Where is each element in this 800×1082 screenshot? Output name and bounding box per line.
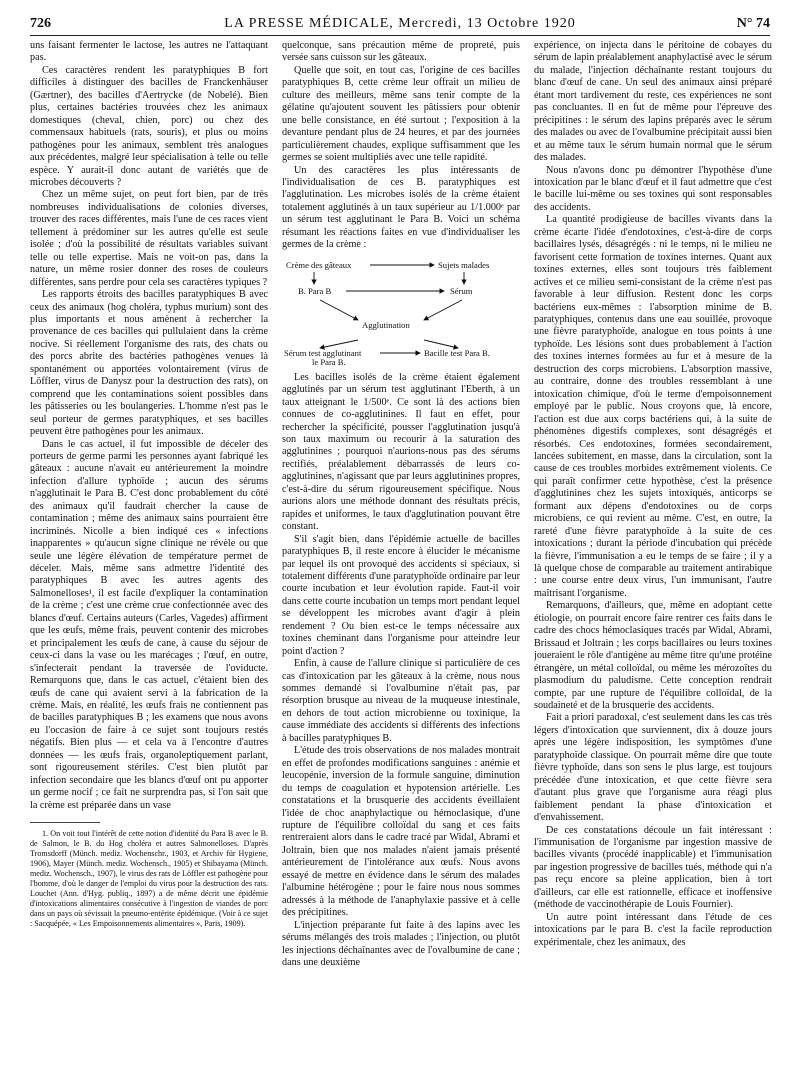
paragraph: De ces constatations découle un fait intéressant : l'immunisation de l'organisme par ingestion massive de bacilles vivants (procédé inapplicable) et l'immunisation par ingestion progressive de bacilles tués, méthode qui n'a pas reçu encore sa pleine application, bien à tort d'ailleurs, car elle est rationnelle, efficace et inoffensive (méthode de vaccinothérapie de Louis Fournier).: [534, 824, 772, 911]
paragraph: Dans le cas actuel, il fut impossible de déceler des porteurs de germe parmi les personnes ayant fabriqué les gâteaux : aucune n'avait eu antérieurement la moindre infection d'allure typhoïde ; aucun des sérums n'agglutinait le Para B. C'est donc probablement du côté des animaux qu'il faudrait chercher la cause de contamination ; même des animaux sains pourraient être incriminés. Nicolle a bien indiqué ces « infections inapparentes » qu'aucun signe clinique ne révèle ou que seule une légère élévation de température permet de déceler. Mais, même sans admettre l'identité des paratyphiques B avec les autres agents des Salmonelloses¹, il est facile d'expliquer la contamination de la crème ; c'est une crème crue confectionnée avec des blancs d'œuf. Certains auteurs (Carles, Vagedes) affirment que les œufs, même frais, peuvent contenir des microbes et principalement les œufs de cane, à cause du séjour de ceux-ci dans la vase ou les marécages ; l'œuf, en outre, s'infecterait pendant la traversée de l'oviducte. Remarquons que, dans le cas actuel, c'étaient bien des œufs de cane qui avaient servi à la fabrication de la crème. Mais, en réalité, les œufs frais ne contiennent pas de bacilles paratyphiques B ; les examens que nous avons eu l'occasion de faire à ce sujet sont toujours restés négatifs. Bien plus — et cela va à l'encontre d'autres données — les œufs frais, organoleptiquement parlant, sont rigoureusement stériles. C'est bien plutôt par infection secondaire que les blancs d'œuf ont pu apporter un germe nocif ; ce fait ne surprendra pas, si l'on sait que la crème est préparée dans un vase: [30, 438, 268, 811]
diagram-para-b-label: B. Para B: [298, 285, 332, 296]
paragraph: Les bacilles isolés de la crème étaient également agglutinés par un sérum test agglutinant l'Eberth, à un taux atteignant le 1/500ᵉ. Ce sont là des actions bien connues de co-agglutinines. Il faut en effet, pour rechercher la spécificité, pousser l'agglutination jusqu'à son taux maximum ou recourir à la saturation des agglutinines ; pourquoi n'aurions-nous pas des sérums rectifiés, préalablement débarrassés de leurs co-agglutinines, n'agissant que par leurs agglutinines propres, c'est-à-dire du sérum rigoureusement spécifique. Nous aurions alors une méthode donnant des résultats précis, rapides et uniformes, le taux d'agglutination pouvant être constant.: [282, 371, 520, 533]
page-header: [30, 16, 770, 32]
diagram-patients-label: Sujets malades: [438, 259, 490, 270]
paragraph: Un des caractères les plus intéressants de l'individualisation de ces B. paratyphiques est l'agglutination. Les microbes isolés de la crème étaient totalement agglutinés à un taux supérieur au 1/1.000ᵉ par un sérum test agglutinant le Para B. Voici un schéma résumant les réactions faites en vue d'individualiser les germes de la crème :: [282, 164, 520, 251]
diagram-cream-label: Crème des gâteaux: [286, 259, 352, 270]
header-rule: [30, 35, 770, 36]
journal-title: LA PRESSE MÉDICALE, Mercredi, 13 Octobre 1920: [224, 16, 576, 31]
paragraph: S'il s'agit bien, dans l'épidémie actuelle de bacilles paratyphiques B, il reste encore à élucider le mécanisme par lequel ils ont provoqué des accidents si spéciaux, si totalement différents d'une paratyphoïde ordinaire par leur courte incubation et leur évolution rapide. Faut-il voir dans cette courte incubation un temps mort pendant lequel se développent les microbes avant d'agir à plein rendement ? Ou bien est-ce le temps nécessaire aux toxines cheminant dans l'organisme pour atteindre leur point d'action ?: [282, 533, 520, 657]
agglutination-diagram: [284, 258, 518, 366]
paragraph: L'injection préparante fut faite à des lapins avec les sérums mélangés des trois malades ; l'injection, ou plutôt les injections déchaînantes avec de l'ovalbumine de cane ; dans une deuxième: [282, 919, 520, 968]
diagram-arrow: [320, 340, 358, 348]
paragraph: La quantité prodigieuse de bacilles vivants dans la crème écarte l'idée d'endotoxines, c'est-à-dire de corps bacillaires lysés, désagrégés : ni le temps, ni le milieu ne favorisent cette formation de toxines internes. Quant aux toxines externes, elles sont toujours très faiblement actives et ce milieu semi-consistant de la crème n'est pas favorable à leur diffusion. Restent donc les corps bactériens eux-mêmes : l'absorption minime de B. paratyphiques, contenus dans une eau souillée, provoque une fièvre paratyphoïde, analogue en tous points à une typhoïde. Les lésions sont dues probablement à l'action des toxines internes formées au fur et à mesure de la destruction des corps microbiens. L'absorption massive, au contraire, donne des troubles ressemblant à une intoxication chimique, d'où le terme d'empoisonnement employé par le public. Nous croyons que, là encore, l'action est due aux corps bactériens qui, à la suite de phénomènes digestifs complexes, sont désagrégés et résorbés. Ces endotoxines, formées secondairement, lancées subitement, en masse, dans la circulation, sont la cause de ces troubles morbides extrêmement violents. Ce qui paraît confirmer cette hypothèse, c'est la présence d'agglutinines chez les sujets intoxiqués, anticorps se formant aux dépens d'endotoxines ou de corps microbiens, ce qui revient au même. C'est, en outre, la rareté d'une fièvre paratyphoïde à la suite de ces intoxications ; durant la période d'incubation qui précède la fièvre, l'immunisation a eu le temps de se faire ; il y a là quelque chose de comparable au traitement antirabique : une course entre deux virus, l'un immunisant, l'autre maîtrisant l'organisme.: [534, 214, 772, 599]
paragraph: Fait a priori paradoxal, c'est seulement dans les cas très légers d'intoxication que surviennent, dix à douze jours après une légère indisposition, les symptômes d'une paratyphoïde classique. On pourrait même dire que toute fièvre typhoïde, dans son sens le plus large, est toujours précédée d'une intoxication, et que cette fièvre sera d'autant plus grave que l'organisme aura réagi plus faiblement pendant la phase d'intoxication et d'envahissement.: [534, 712, 772, 824]
diagram-test-bacillus-label: Bacille test Para B.: [424, 347, 490, 358]
diagram-agglutination-label: Agglutination: [362, 319, 410, 330]
column-2: [282, 40, 520, 1072]
paragraph: Un autre point intéressant dans l'étude de ces intoxications par le para B. c'est la facile reproduction expérimentale, chez les animaux, des: [534, 911, 772, 948]
diagram-arrow: [320, 300, 358, 320]
paragraph: L'étude des trois observations de nos malades montrait en effet de profondes modifications sanguines : anémie et leucopénie, inversion de la formule sanguine, diminution du temps de coagulation et hypotension artérielle. Les constatations et la brusquerie des accidents éveillaient l'idée de choc anaphylactique ou hémoclasique, d'une rupture de l'équilibre colloïdal du sang et ces faits rentreraient alors dans le cadre tracé par Widal, Abrami et Joltrain, bien que nos malades n'aient jamais présenté antérieurement de l'intolérance aux œufs. Nous avons essayé de mettre en évidence dans le sérum des malades l'albumine hétérogène ; pour le faire nous nous sommes adressés à la méthode de l'anaphylaxie passive et à celle des précipitines.: [282, 745, 520, 919]
paragraph: uns faisant fermenter le lactose, les autres ne l'attaquant pas.: [30, 40, 268, 64]
diagram-test-serum-label-line2: le Para B.: [312, 356, 346, 366]
paragraph: expérience, on injecta dans le péritoine de cobayes du sérum de lapin préalablement anaphylactisé avec le sérum du malade, l'injection déchaînante restant toujours du blanc d'œuf de cane. Un seul des animaux ainsi préparé étant mort tardivement du reste, ces expériences ne sont pas concluantes. Il en fut de même pour l'épreuve des précipitines : le sérum des lapins préparés avec le sérum des malades ou avec de l'ovalbumine précipitait aussi bien et au même taux le sérum humain normal que le sérum des malades.: [534, 40, 772, 164]
issue-number: N° 74: [736, 16, 770, 31]
paragraph: Chez un même sujet, on peut fort bien, par de très nombreuses individualisations de colonies diverses, trouver des races différentes, mais l'une de ces races vient tellement à prédominer sur les autres qu'elle est seule isolée ; d'où la possibilité de résultats variables suivant telle ou telle expertise. Mais ne voit-on pas, dans la nature, un même rosier donner des roses de couleurs différentes, sans perdre pour cela ses caractères typiques ?: [30, 189, 268, 288]
column-1: [30, 40, 268, 1072]
paragraph: quelconque, sans précaution même de propreté, puis versée sans cuisson sur les gâteaux.: [282, 40, 520, 64]
footnote-rule: [30, 822, 100, 823]
diagram-arrow: [424, 300, 462, 320]
diagram-arrow: [424, 340, 458, 348]
paragraph: Remarquons, d'ailleurs, que, même en adoptant cette étiologie, on pourrait encore faire rentrer ces faits dans le cadre des chocs hémoclasiques tracés par Widal, Abrami, Brissaud et Joltrain ; les corps bacillaires ou leurs toxines joueraient le rôle d'antigène au même titre qu'une protéine étrangère, un métal colloïdal, ou même les mérozoïtes du plasmodium du paludisme. Cette conception rendrait compte, par une rupture de l'équilibre colloïdal, de la soudaineté et de la brusquerie des accidents.: [534, 600, 772, 712]
diagram-test-serum-label: Sérum test agglutinant: [284, 347, 362, 358]
paragraph: Ces caractères rendent les paratyphiques B fort difficiles à distinguer des bacilles de Franckenhäuser (Gærtner), des bacilles d'Aertrycke (de Nobelé). Bien plus, certaines bactéries trouvées chez les animaux domestiques (cheval, chien, porc) ou chez des commensaux habituels (rats, souris), et plus ou moins pathogènes pour les animaux, semblent très analogues aux précédentes, malgré leur spécialisation à telle ou telle espèce. Y aurait-il donc autant de variétés que de microbes découverts ?: [30, 64, 268, 188]
paragraph: Les rapports étroits des bacilles paratyphiques B avec ceux des animaux (hog choléra, typhus murium) sont des plus importants et nous amènent à rechercher la provenance de ces bacilles qui pullulaient dans la crème nocive. Si réellement l'organisme des rats, des chats ou des porcs abrite des bactéries pathogènes venues là spontanément ou apportées volontairement (virus de Löffler, virus de Danysz pour la destruction des rats), on comprend que les contaminations soient possibles dans les pâtisseries ou les boulangeries. L'homme n'est pas le seul porteur de germes paratyphiques, et ses bacilles peuvent être pathogènes pour les animaux.: [30, 289, 268, 438]
paragraph: Enfin, à cause de l'allure clinique si particulière de ces cas d'intoxication par les gâteaux à la crème, nous nous sommes demandé si l'ovalbumine n'était pas, par résorption brusque au niveau de la muqueuse intestinale, en dehors de tout action microbienne ou toxinique, la cause immédiate des accidents si différents des infections à bacilles paratyphiques B.: [282, 658, 520, 744]
column-3: [534, 40, 772, 1072]
paragraph: Quelle que soit, en tout cas, l'origine de ces bacilles paratyphiques B, cette crème leur offrait un milieu de culture des meilleurs, même sans tenir compte de la gélatine qu'ajoutent souvent les pâtissiers pour obtenir une belle consistance, en été surtout ; l'exposition à la devanture pendant plus de 24 heures, et par des journées particulièrement chaudes, explique suffisamment que les germes se soient multipliés avec une telle rapidité.: [282, 64, 520, 164]
footnote: 1. On voit tout l'intérêt de cette notion d'identité du Para B avec le B. de Salmon, le B. du Hog choléra et autres Salmonelloses. D'après Tromsdorff (Münch. mediz. Wochenschr., 1903, et Archiv für Hygiene, 1906), Mayer (Münch. mediz. Wochensch., 1905) et Shibayama (Münch. mediz. Wochensch., 1907), le virus des rats de Löffler est pathogène pour l'homme, d'où le danger de l'emploi du virus pour la destruction des rats. Louchet (Ann. d'Hyg. publiq., 1897) a de même décrit une épidémie d'intoxications alimentaires consécutive à l'ingestion de viandes de porc dans un pays où sévissait la pneumo-entérite épidémique. (Voir à ce sujet : Sacquépée, « Les Empoisonnements alimentaires », Paris, 1909).: [30, 829, 268, 929]
page-number: 726: [30, 16, 51, 31]
diagram-serum-label: Sérum: [450, 285, 473, 296]
paragraph: Nous n'avons donc pu démontrer l'hypothèse d'une intoxication par le blanc d'œuf et il faut admettre que c'est le bacille lui-même ou ses toxines qui sont responsables des accidents.: [534, 164, 772, 213]
